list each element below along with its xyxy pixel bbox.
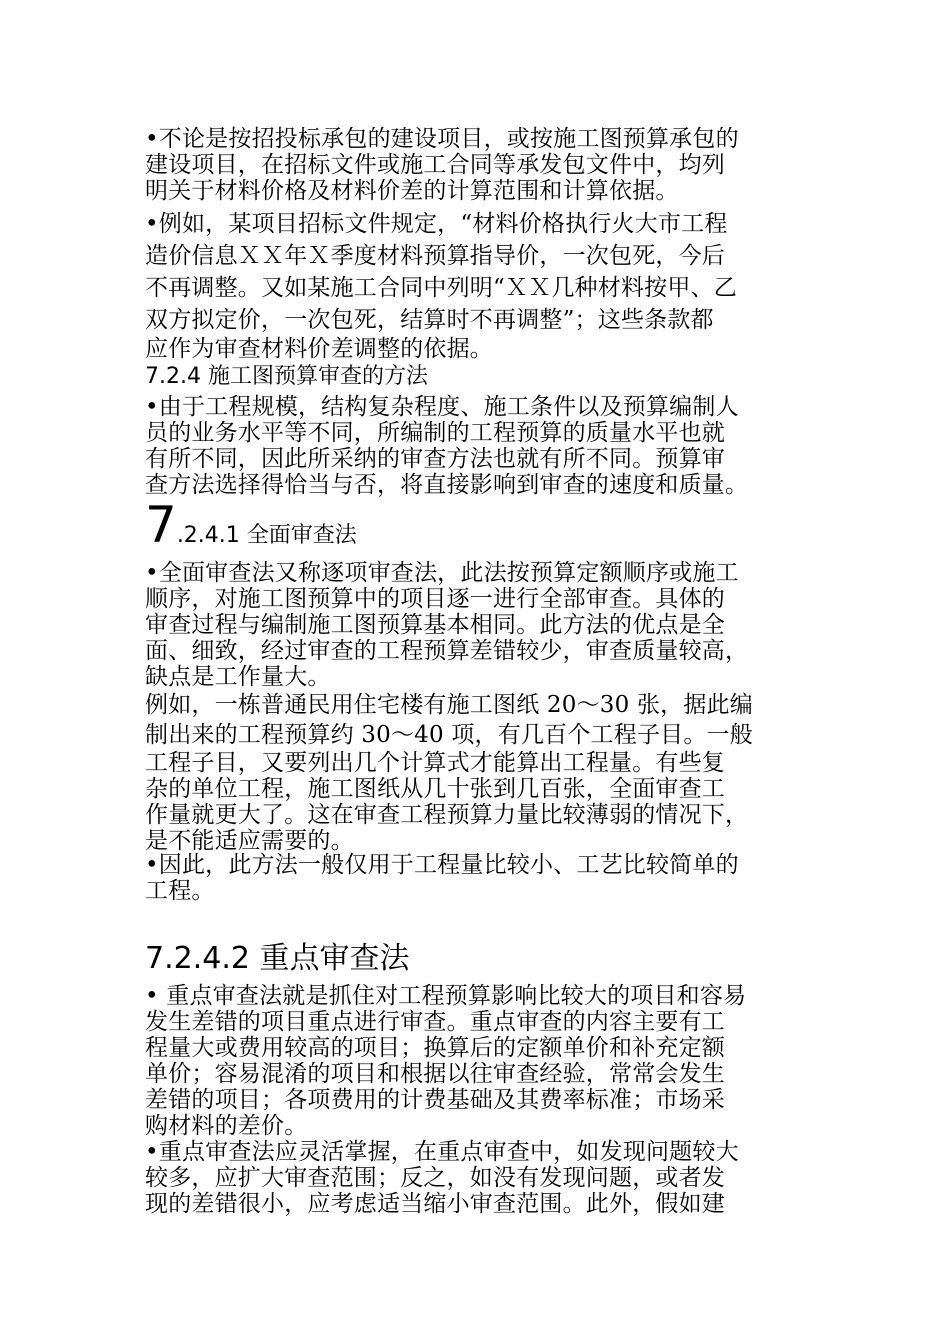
text-line: •例如，某项目招标文件规定，“材料价格执行火大市工程 <box>145 211 728 237</box>
text-line: 面、细致，经过审查的工程预算差错较少，审查质量较高， <box>145 638 749 664</box>
text-line: •全面审查法又称逐项审查法，此法按预算定额顺序或施工 <box>145 560 739 586</box>
text-line: 工程。 <box>145 878 215 904</box>
text-line: 是不能适应需要的。 <box>145 828 354 854</box>
paragraph-review-methods <box>145 394 815 498</box>
text-line: 发生差错的项目重点进行审查。重点审查的内容主要有工 <box>145 1009 725 1035</box>
text-line: 程量大或费用较高的项目；换算后的定额单价和补充定额 <box>145 1035 725 1061</box>
text-line: •不论是按招投标承包的建设项目，或按施工图预算承包的 <box>145 126 739 152</box>
text-line: 明关于材料价格及材料价差的计算范围和计算依据。 <box>145 178 679 204</box>
paragraph-full-review-example <box>145 690 815 854</box>
text-line: 查方法选择得恰当与否，将直接影响到审查的速度和质量。 <box>145 472 749 498</box>
text-line: 购材料的差价。 <box>145 1113 308 1139</box>
heading-number: 7 <box>145 496 177 554</box>
paragraph-full-review-usage <box>145 852 815 904</box>
text-line: 不再调整。又如某施工合同中列明“ＸＸ几种材料按甲、乙 <box>145 275 737 301</box>
paragraph-key-review-flexibility <box>145 1139 815 1217</box>
paragraph-full-review <box>145 560 815 690</box>
text-line: 员的业务水平等不同，所编制的工程预算的质量水平也就 <box>145 420 725 446</box>
paragraph-key-review <box>145 983 815 1139</box>
section-heading-7-2-4-1 <box>145 496 815 554</box>
text-line: •重点审查法应灵活掌握，在重点审查中，如发现问题较大 <box>145 1139 739 1165</box>
text-line: 顺序，对施工图预算中的项目逐一进行全部审查。具体的 <box>145 586 725 612</box>
text-line: 较多，应扩大审查范围；反之，如没有发现问题，或者发 <box>145 1165 725 1191</box>
text-line: 建设项目，在招标文件或施工合同等承发包文件中，均列 <box>145 152 725 178</box>
paragraph-example-contract <box>145 208 815 362</box>
text-line: 双方拟定价，一次包死，结算时不再调整”；这些条款都 <box>145 307 714 333</box>
text-line: • 重点审查法就是抓住对工程预算影响比较大的项目和容易 <box>145 983 747 1009</box>
text-line: 差错的项目；各项费用的计费基础及其费率标准；市场采 <box>145 1087 725 1113</box>
text-line: 有所不同，因此所采纳的审查方法也就有所不同。预算审 <box>145 446 725 472</box>
text-line: 例如，一栋普通民用住宅楼有施工图纸 20～30 张，据此编 <box>145 692 753 718</box>
section-heading-7-2-4-2: 7.2.4.2 重点审查法 <box>145 941 410 976</box>
text-line: 杂的单位工程，施工图纸从几十张到几百张，全面审查工 <box>145 776 725 802</box>
section-heading-7-2-4: 7.2.4 施工图预算审查的方法 <box>145 364 428 389</box>
heading-title: .2.4.1 全面审查法 <box>176 523 357 548</box>
text-line: 现的差错很小，应考虑适当缩小审查范围。此外，假如建 <box>145 1191 725 1217</box>
text-line: 工程子目，又要列出几个计算式才能算出工程量。有些复 <box>145 750 725 776</box>
text-line: 审查过程与编制施工图预算基本相同。此方法的优点是全 <box>145 612 725 638</box>
text-line: •由于工程规模，结构复杂程度、施工条件以及预算编制人 <box>145 394 739 420</box>
text-line: 作量就更大了。这在审查工程预算力量比较薄弱的情况下， <box>145 802 749 828</box>
text-line: 制出来的工程预算约 30～40 项，有几百个工程子目。一般 <box>145 722 753 748</box>
text-line: 单价；容易混淆的项目和根据以往审查经验，常常会发生 <box>145 1061 725 1087</box>
text-line: •因此，此方法一般仅用于工程量比较小、工艺比较简单的 <box>145 852 739 878</box>
text-line: 应作为审查材料价差调整的依据。 <box>145 336 493 362</box>
paragraph-material-price-scope <box>145 126 815 204</box>
text-line: 缺点是工作量大。 <box>145 664 331 690</box>
text-line: 造价信息ＸＸ年Ｘ季度材料预算指导价，一次包死，今后 <box>145 243 725 269</box>
